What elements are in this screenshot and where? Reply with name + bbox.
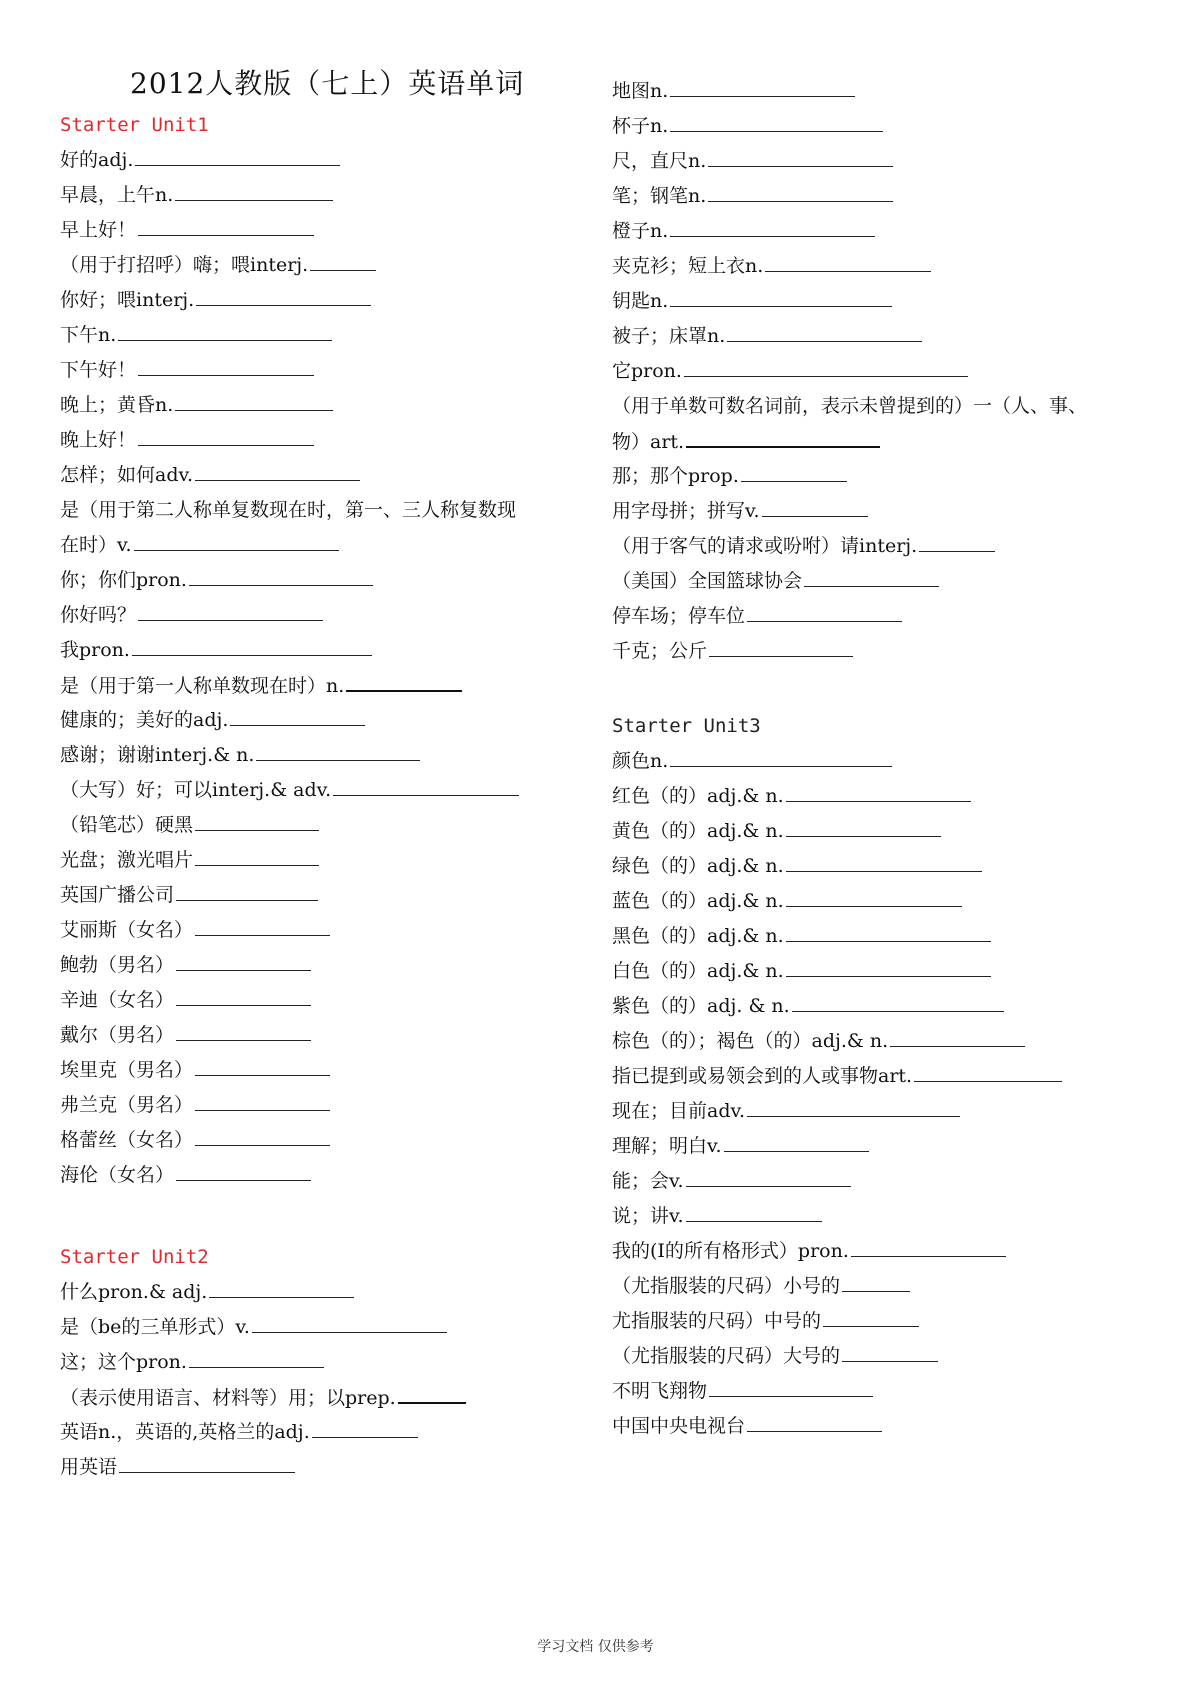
- vocab-item: 指已提到或易领会到的人或事物art.: [612, 1057, 1062, 1095]
- vocab-item: 戴尔（男名）: [60, 1016, 311, 1054]
- vocab-item: 夹克衫；短上衣n.: [612, 247, 931, 285]
- answer-blank[interactable]: [708, 177, 893, 202]
- vocab-item: 不明飞翔物: [612, 1372, 873, 1410]
- vocab-item: 用英语: [60, 1448, 295, 1486]
- vocab-item: 橙子n.: [612, 212, 875, 250]
- answer-blank[interactable]: [134, 526, 339, 551]
- vocab-item: 好的adj.: [60, 141, 340, 179]
- answer-blank[interactable]: [138, 421, 314, 446]
- answer-blank[interactable]: [118, 316, 332, 341]
- answer-blank[interactable]: [252, 1308, 447, 1333]
- vocab-item: 能；会v.: [612, 1162, 851, 1200]
- answer-blank[interactable]: [230, 701, 365, 726]
- vocab-item: 说；讲v.: [612, 1197, 822, 1235]
- vocab-item: （用于打招呼）嗨；喂interj.: [60, 246, 376, 284]
- vocab-item: （尤指服装的尺码）小号的: [612, 1267, 910, 1305]
- vocab-item: 怎样；如何adv.: [60, 456, 360, 494]
- answer-blank[interactable]: [708, 142, 893, 167]
- vocab-item: 杯子n.: [612, 107, 883, 145]
- answer-blank[interactable]: [823, 1302, 919, 1327]
- vocab-item: （大写）好；可以interj.& adv.: [60, 771, 519, 809]
- answer-blank[interactable]: [256, 736, 420, 761]
- page-title: 2012人教版（七上）英语单词: [130, 67, 525, 100]
- answer-blank[interactable]: [670, 742, 892, 767]
- answer-blank[interactable]: [195, 1086, 330, 1111]
- vocab-item: 中国中央电视台: [612, 1407, 882, 1445]
- answer-blank[interactable]: [792, 987, 1004, 1012]
- answer-blank[interactable]: [195, 456, 360, 481]
- answer-blank[interactable]: [195, 806, 319, 831]
- answer-blank[interactable]: [914, 1057, 1062, 1082]
- vocab-item: 它pron.: [612, 352, 968, 390]
- answer-blank[interactable]: [333, 771, 519, 796]
- answer-blank[interactable]: [842, 1267, 910, 1292]
- vocab-item: 理解；明白v.: [612, 1127, 869, 1165]
- answer-blank[interactable]: [670, 107, 883, 132]
- vocab-item: 紫色（的）adj. & n.: [612, 987, 1004, 1025]
- answer-blank[interactable]: [851, 1232, 1006, 1257]
- answer-blank[interactable]: [786, 882, 962, 907]
- answer-blank[interactable]: [175, 176, 333, 201]
- vocab-item: （表示使用语言、材料等）用；以prep.: [60, 1378, 466, 1416]
- answer-blank[interactable]: [670, 72, 855, 97]
- answer-blank[interactable]: [176, 981, 311, 1006]
- answer-blank[interactable]: [747, 1407, 882, 1432]
- answer-blank[interactable]: [762, 492, 868, 517]
- answer-blank[interactable]: [747, 1092, 960, 1117]
- vocab-item: 光盘；激光唱片: [60, 841, 319, 879]
- answer-blank[interactable]: [195, 911, 330, 936]
- answer-blank[interactable]: [189, 561, 373, 586]
- vocab-item: 尤指服装的尺码）中号的: [612, 1302, 919, 1340]
- answer-blank[interactable]: [138, 351, 314, 376]
- answer-blank[interactable]: [741, 457, 847, 482]
- vocab-item: 下午n.: [60, 316, 332, 354]
- answer-blank[interactable]: [686, 422, 880, 448]
- vocab-item: 是（用于第一人称单数现在时）n.: [60, 666, 462, 704]
- vocab-item: （用于客气的请求或吩咐）请interj.: [612, 527, 995, 565]
- answer-blank[interactable]: [786, 847, 982, 872]
- answer-blank[interactable]: [747, 597, 902, 622]
- vocab-item: 什么pron.& adj.: [60, 1273, 354, 1311]
- vocab-item: （尤指服装的尺码）大号的: [612, 1337, 938, 1375]
- vocab-item: 感谢；谢谢interj.& n.: [60, 736, 420, 774]
- vocab-item: 在时）v.: [60, 526, 339, 564]
- vocab-item: 现在；目前adv.: [612, 1092, 960, 1130]
- vocab-item: 下午好！: [60, 351, 314, 389]
- answer-blank[interactable]: [195, 1121, 330, 1146]
- vocab-item: 早晨，上午n.: [60, 176, 333, 214]
- answer-blank[interactable]: [138, 211, 314, 236]
- vocab-item: 你好吗？: [60, 596, 323, 634]
- answer-blank[interactable]: [398, 1378, 466, 1404]
- vocab-item: 我pron.: [60, 631, 372, 669]
- answer-blank[interactable]: [176, 876, 318, 901]
- vocab-item: 千克；公斤: [612, 632, 853, 670]
- vocab-item: 停车场；停车位: [612, 597, 902, 635]
- answer-blank[interactable]: [132, 631, 372, 656]
- vocab-item: 地图n.: [612, 72, 855, 110]
- vocab-item: 英国广播公司: [60, 876, 318, 914]
- vocab-item: 艾丽斯（女名）: [60, 911, 330, 949]
- answer-blank[interactable]: [786, 812, 941, 837]
- answer-blank[interactable]: [686, 1197, 822, 1222]
- answer-blank[interactable]: [346, 666, 462, 692]
- vocab-item: 埃里克（男名）: [60, 1051, 330, 1089]
- vocab-item: 笔；钢笔n.: [612, 177, 893, 215]
- vocab-item: （铅笔芯）硬黑: [60, 806, 319, 844]
- vocab-item: 你好；喂interj.: [60, 281, 371, 319]
- vocab-item: 格蕾丝（女名）: [60, 1121, 330, 1159]
- answer-blank[interactable]: [119, 1448, 295, 1473]
- vocab-item: （美国）全国篮球协会: [612, 562, 939, 600]
- answer-blank[interactable]: [727, 317, 922, 342]
- section-heading-starter-unit3: Starter Unit3: [612, 715, 761, 737]
- page-footer: 学习文档 仅供参考: [537, 1639, 654, 1655]
- answer-blank[interactable]: [804, 562, 939, 587]
- answer-blank[interactable]: [724, 1127, 869, 1152]
- vocab-item: 颜色n.: [612, 742, 892, 780]
- answer-blank[interactable]: [189, 1343, 324, 1368]
- answer-blank[interactable]: [786, 917, 991, 942]
- section-heading-starter-unit2: Starter Unit2: [60, 1246, 209, 1268]
- vocab-item: 辛迪（女名）: [60, 981, 311, 1019]
- vocab-item: 被子；床罩n.: [612, 317, 922, 355]
- answer-blank[interactable]: [709, 632, 853, 657]
- vocab-item: 蓝色（的）adj.& n.: [612, 882, 962, 920]
- answer-blank[interactable]: [786, 952, 991, 977]
- vocab-item: 鲍勃（男名）: [60, 946, 311, 984]
- vocab-item: 是（be的三单形式）v.: [60, 1308, 447, 1346]
- answer-blank[interactable]: [176, 946, 311, 971]
- answer-blank[interactable]: [890, 1022, 1025, 1047]
- answer-blank[interactable]: [195, 1051, 330, 1076]
- vocab-item: 英语n.，英语的,英格兰的adj.: [60, 1413, 418, 1451]
- vocab-item: 红色（的）adj.& n.: [612, 777, 971, 815]
- answer-blank[interactable]: [209, 1273, 354, 1298]
- vocab-item: 绿色（的）adj.& n.: [612, 847, 982, 885]
- answer-blank[interactable]: [670, 282, 892, 307]
- answer-blank[interactable]: [312, 1413, 418, 1438]
- answer-blank[interactable]: [135, 141, 340, 166]
- answer-blank[interactable]: [176, 1016, 311, 1041]
- vocab-item: 晚上好！: [60, 421, 314, 459]
- vocab-item: 弗兰克（男名）: [60, 1086, 330, 1124]
- vocab-item: 黄色（的）adj.& n.: [612, 812, 941, 850]
- vocab-item: 是（用于第二人称单复数现在时，第一、三人称复数现: [60, 499, 517, 521]
- answer-blank[interactable]: [786, 777, 971, 802]
- vocab-item: 棕色（的）；褐色（的）adj.& n.: [612, 1022, 1025, 1060]
- answer-blank[interactable]: [842, 1337, 938, 1362]
- vocab-item: 钥匙n.: [612, 282, 892, 320]
- vocab-item: 那；那个prop.: [612, 457, 847, 495]
- answer-blank[interactable]: [670, 212, 875, 237]
- vocab-item: （用于单数可数名词前，表示未曾提到的）一（人、事、: [612, 395, 1088, 417]
- answer-blank[interactable]: [919, 527, 995, 552]
- vocab-item: 这；这个pron.: [60, 1343, 324, 1381]
- vocab-item: 白色（的）adj.& n.: [612, 952, 991, 990]
- answer-blank[interactable]: [196, 281, 371, 306]
- answer-blank[interactable]: [310, 246, 376, 271]
- answer-blank[interactable]: [175, 386, 333, 411]
- vocab-item: 黑色（的）adj.& n.: [612, 917, 991, 955]
- answer-blank[interactable]: [684, 352, 968, 377]
- vocab-item: 晚上；黄昏n.: [60, 386, 333, 424]
- answer-blank[interactable]: [195, 841, 319, 866]
- vocab-item: 我的(I的所有格形式）pron.: [612, 1232, 1006, 1270]
- answer-blank[interactable]: [138, 596, 323, 621]
- vocab-item: 早上好！: [60, 211, 314, 249]
- vocab-item: 用字母拼；拼写v.: [612, 492, 868, 530]
- answer-blank[interactable]: [765, 247, 931, 272]
- vocab-item: 健康的；美好的adj.: [60, 701, 365, 739]
- vocab-item: 你；你们pron.: [60, 561, 373, 599]
- vocab-item: 物）art.: [612, 422, 880, 460]
- section-heading-starter-unit1: Starter Unit1: [60, 114, 209, 136]
- answer-blank[interactable]: [709, 1372, 873, 1397]
- vocab-item: 海伦（女名）: [60, 1156, 311, 1194]
- vocab-item: 尺，直尺n.: [612, 142, 893, 180]
- answer-blank[interactable]: [686, 1162, 851, 1187]
- answer-blank[interactable]: [176, 1156, 311, 1181]
